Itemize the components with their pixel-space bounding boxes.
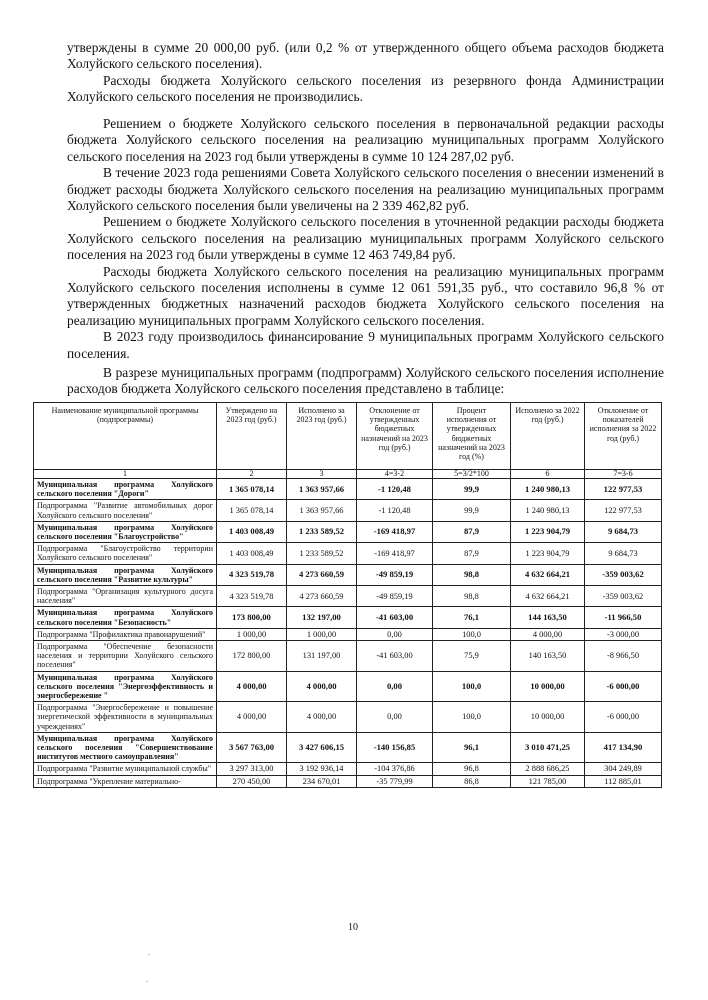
header-executed: Исполнено за 2023 год (руб.)	[287, 403, 357, 470]
program-row	[34, 671, 662, 702]
approved-cell: 1 365 078,14	[217, 500, 287, 521]
deviation-2022-cell: -359 003,62	[585, 586, 662, 607]
executed-2022-cell: 10 000,00	[511, 702, 585, 733]
executed-cell: 1 363 957,66	[287, 479, 357, 500]
deviation-cell: -41 603,00	[357, 607, 433, 628]
approved-cell: 4 000,00	[217, 702, 287, 733]
paragraph: Решением о бюджете Холуйского сельского поселения в уточненной редакции расходы бюджета Холуйского сельского поселения на реализацию муниципальных программ Холуйского сельского поселения на 2023 год были утверждены в сумме 12 463 749,84 руб.	[67, 214, 664, 263]
subprogram-row	[34, 641, 662, 672]
program-row	[34, 564, 662, 585]
program-name-cell: Муниципальная программа Холуйского сельского поселения "Развитие культуры"	[34, 564, 217, 585]
executed-2022-cell: 1 223 904,79	[511, 543, 585, 564]
program-name-cell: Подпрограмма "Укрепление материально-	[34, 775, 217, 787]
subprogram-row	[34, 628, 662, 640]
scan-dot: .	[148, 948, 150, 957]
percent-cell: 96,8	[433, 763, 511, 775]
text-section-top	[67, 40, 664, 106]
program-row	[34, 607, 662, 628]
program-name-cell: Муниципальная программа Холуйского сельского поселения "Энергоэффективность и энергосбережение "	[34, 671, 217, 702]
approved-cell: 270 450,00	[217, 775, 287, 787]
page-number: 10	[348, 922, 358, 933]
executed-cell: 1 363 957,66	[287, 500, 357, 521]
program-name-cell: Муниципальная программа Холуйского сельского поселения "Благоустройство"	[34, 521, 217, 542]
column-number: 7=3-6	[585, 470, 662, 479]
program-row	[34, 479, 662, 500]
deviation-cell: -169 418,97	[357, 521, 433, 542]
approved-cell: 1 403 008,49	[217, 521, 287, 542]
approved-cell: 4 000,00	[217, 671, 287, 702]
executed-cell: 234 670,01	[287, 775, 357, 787]
percent-cell: 98,8	[433, 586, 511, 607]
executed-cell: 1 233 589,52	[287, 543, 357, 564]
column-number: 3	[287, 470, 357, 479]
subprogram-row	[34, 763, 662, 775]
executed-cell: 131 197,00	[287, 641, 357, 672]
executed-2022-cell: 144 163,50	[511, 607, 585, 628]
program-name-cell: Подпрограмма "Благоустройство территории Холуйского сельского поселения"	[34, 543, 217, 564]
deviation-2022-cell: -6 000,00	[585, 671, 662, 702]
program-name-cell: Муниципальная программа Холуйского сельского поселения "Совершенствование институтов местного самоуправления"	[34, 732, 217, 763]
deviation-2022-cell: -3 000,00	[585, 628, 662, 640]
approved-cell: 1 403 008,49	[217, 543, 287, 564]
executed-cell: 4 273 660,59	[287, 586, 357, 607]
deviation-cell: 0,00	[357, 702, 433, 733]
program-name-cell: Подпрограмма "Развитие муниципальной службы"	[34, 763, 217, 775]
executed-2022-cell: 121 785,00	[511, 775, 585, 787]
paragraph: утверждены в сумме 20 000,00 руб. (или 0,2 % от утвержденного общего объема расходов бюджета Холуйского сельского поселения).	[67, 40, 664, 72]
program-name-cell: Муниципальная программа Холуйского сельского поселения "Дороги"	[34, 479, 217, 500]
deviation-2022-cell: 9 684,73	[585, 543, 662, 564]
executed-2022-cell: 1 240 980,13	[511, 500, 585, 521]
approved-cell: 3 297 313,00	[217, 763, 287, 775]
executed-2022-cell: 1 223 904,79	[511, 521, 585, 542]
deviation-cell: -41 603,00	[357, 641, 433, 672]
executed-2022-cell: 2 888 686,25	[511, 763, 585, 775]
paragraph: Расходы бюджета Холуйского сельского поселения из резервного фонда Администрации Холуйского сельского поселения не производились.	[67, 72, 664, 105]
approved-cell: 3 567 763,00	[217, 732, 287, 763]
executed-cell: 4 000,00	[287, 702, 357, 733]
text-section-programs	[67, 116, 664, 362]
program-name-cell: Муниципальная программа Холуйского сельского поселения "Безопасность"	[34, 607, 217, 628]
deviation-cell: 0,00	[357, 628, 433, 640]
percent-cell: 87,9	[433, 521, 511, 542]
subprogram-row	[34, 775, 662, 787]
program-row	[34, 521, 662, 542]
deviation-cell: -1 120,48	[357, 500, 433, 521]
percent-cell: 75,9	[433, 641, 511, 672]
percent-cell: 100,0	[433, 628, 511, 640]
header-deviation-2022: Отклонение от показателей исполнения за 2022 год (руб.)	[585, 403, 662, 470]
approved-cell: 1 365 078,14	[217, 479, 287, 500]
approved-cell: 172 800,00	[217, 641, 287, 672]
percent-cell: 76,1	[433, 607, 511, 628]
percent-cell: 99,9	[433, 479, 511, 500]
table-body	[34, 479, 662, 788]
deviation-cell: -140 156,85	[357, 732, 433, 763]
program-row	[34, 732, 662, 763]
paragraph: В 2023 году производилось финансирование 9 муниципальных программ Холуйского сельского поселения.	[67, 329, 664, 361]
executed-2022-cell: 4 632 664,21	[511, 564, 585, 585]
deviation-cell: 0,00	[357, 671, 433, 702]
deviation-2022-cell: -6 000,00	[585, 702, 662, 733]
paragraph: В разрезе муниципальных программ (подпрограмм) Холуйского сельского поселения исполнение расходов бюджета Холуйского сельского поселения представлено в таблице:	[67, 365, 664, 397]
percent-cell: 87,9	[433, 543, 511, 564]
approved-cell: 1 000,00	[217, 628, 287, 640]
deviation-cell: -49 859,19	[357, 564, 433, 585]
percent-cell: 86,8	[433, 775, 511, 787]
header-approved: Утверждено на 2023 год (руб.)	[217, 403, 287, 470]
approved-cell: 4 323 519,78	[217, 564, 287, 585]
executed-cell: 4 000,00	[287, 671, 357, 702]
approved-cell: 173 800,00	[217, 607, 287, 628]
column-numbers-row	[34, 470, 662, 479]
deviation-cell: -1 120,48	[357, 479, 433, 500]
table-intro	[67, 365, 664, 398]
column-number: 6	[511, 470, 585, 479]
subprogram-row	[34, 500, 662, 521]
executed-2022-cell: 4 000,00	[511, 628, 585, 640]
budget-execution-table	[33, 402, 662, 788]
program-name-cell: Подпрограмма "Профилактика правонарушений"	[34, 628, 217, 640]
deviation-2022-cell: 122 977,53	[585, 500, 662, 521]
deviation-cell: -35 779,99	[357, 775, 433, 787]
executed-2022-cell: 10 000,00	[511, 671, 585, 702]
deviation-2022-cell: -8 966,50	[585, 641, 662, 672]
deviation-cell: -49 859,19	[357, 586, 433, 607]
paragraph: В течение 2023 года решениями Совета Холуйского сельского поселения о внесении изменений в бюджет расходы бюджета Холуйского сельского поселения на реализацию муниципальных программ Холуйского сельского поселения были увеличены на 2 339 462,82 руб.	[67, 165, 664, 214]
deviation-2022-cell: -359 003,62	[585, 564, 662, 585]
percent-cell: 96,1	[433, 732, 511, 763]
percent-cell: 100,0	[433, 702, 511, 733]
executed-cell: 4 273 660,59	[287, 564, 357, 585]
column-number: 5=3/2*100	[433, 470, 511, 479]
subprogram-row	[34, 586, 662, 607]
deviation-2022-cell: -11 966,50	[585, 607, 662, 628]
approved-cell: 4 323 519,78	[217, 586, 287, 607]
deviation-cell: -169 418,97	[357, 543, 433, 564]
program-name-cell: Подпрограмма "Развитие автомобильных дорог Холуйского сельского поселения"	[34, 500, 217, 521]
executed-2022-cell: 1 240 980,13	[511, 479, 585, 500]
subprogram-row	[34, 543, 662, 564]
header-deviation: Отклонение от утвержденных бюджетных назначений на 2023 год (руб.)	[357, 403, 433, 470]
deviation-cell: -104 376,86	[357, 763, 433, 775]
header-executed-2022: Исполнено за 2022 год (руб.)	[511, 403, 585, 470]
executed-cell: 3 427 606,15	[287, 732, 357, 763]
executed-2022-cell: 3 010 471,25	[511, 732, 585, 763]
deviation-2022-cell: 112 885,01	[585, 775, 662, 787]
deviation-2022-cell: 304 249,89	[585, 763, 662, 775]
percent-cell: 100,0	[433, 671, 511, 702]
header-program-name: Наименование муниципальной программы (подпрограммы)	[34, 403, 217, 470]
executed-cell: 132 197,00	[287, 607, 357, 628]
program-name-cell: Подпрограмма "Энергосбережение и повышение энергетической эффективности в муниципальных учреждениях"	[34, 702, 217, 733]
program-name-cell: Подпрограмма "Обеспечение безопасности населения и территории Холуйского сельского поселения"	[34, 641, 217, 672]
column-number: 2	[217, 470, 287, 479]
percent-cell: 98,8	[433, 564, 511, 585]
executed-cell: 1 000,00	[287, 628, 357, 640]
paragraph: Расходы бюджета Холуйского сельского поселения на реализацию муниципальных программ Холуйского сельского поселения исполнены в сумме 12 061 591,35 руб., что составило 96,8 % от утвержденных бюджетных назначений расходов бюджета Холуйского сельского поселения на реализацию муниципальных программ Холуйского сельского поселения.	[67, 263, 664, 328]
deviation-2022-cell: 122 977,53	[585, 479, 662, 500]
deviation-2022-cell: 9 684,73	[585, 521, 662, 542]
executed-2022-cell: 140 163,50	[511, 641, 585, 672]
deviation-2022-cell: 417 134,90	[585, 732, 662, 763]
subprogram-row	[34, 702, 662, 733]
executed-cell: 3 192 936,14	[287, 763, 357, 775]
header-percent: Процент исполнения от утвержденных бюджетных назначений на 2023 год (%)	[433, 403, 511, 470]
executed-cell: 1 233 589,52	[287, 521, 357, 542]
column-number: 1	[34, 470, 217, 479]
scan-dot: .	[146, 975, 148, 984]
percent-cell: 99,9	[433, 500, 511, 521]
program-name-cell: Подпрограмма "Организация культурного досуга населения"	[34, 586, 217, 607]
paragraph: Решением о бюджете Холуйского сельского поселения в первоначальной редакции расходы бюджета Холуйского сельского поселения на реализацию муниципальных программ Холуйского сельского поселения на 2023 год были утверждены в сумме 10 124 287,02 руб.	[67, 116, 664, 164]
executed-2022-cell: 4 632 664,21	[511, 586, 585, 607]
table-header-row	[34, 403, 662, 470]
column-number: 4=3-2	[357, 470, 433, 479]
